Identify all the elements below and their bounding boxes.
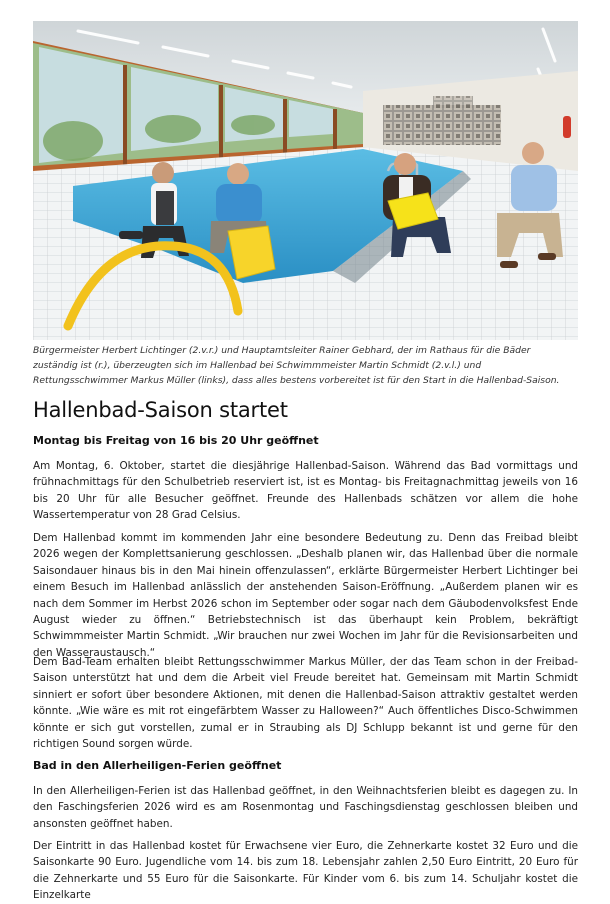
paragraph-1: Am Montag, 6. Oktober, startet die diesjährige Hallenbad-Saison. Während das Bad vormittags und frühnachmittags für den Schulbetrieb reserviert ist, ist es Montag- bis Freitagnachmittag jeweils von 16 bis 20 Uhr für alle Besucher geöffnet. Freunde des Hallenbads schätzen vor allem die hohe Wassertemperatur von 28 Grad Celsius. (33, 460, 578, 522)
article-headline: Hallenbad-Saison startet (33, 398, 288, 422)
pool-scene-image (33, 21, 578, 340)
paragraph-4: In den Allerheiligen-Ferien ist das Hallenbad geöffnet, in den Weihnachtsferien bleibt es dagegen zu. In den Faschingsferien 2026 wird es am Rosenmontag und Faschingsdienstag geschlossen bleiben und ansonsten geöffnet haben. (33, 785, 578, 830)
subheading-holidays: Bad in den Allerheiligen-Ferien geöffnet (33, 759, 282, 772)
article-photo (33, 21, 578, 340)
paragraph-2: Dem Hallenbad kommt im kommenden Jahr eine besondere Bedeutung zu. Denn das Freibad bleibt 2026 wegen der Komplettsanierung geschlossen. „Deshalb planen wir, das Hallenbad über die normale Saisondauer hinaus bis in den Mai hinein offenzulassen“, erklärte Bürgermeister Herbert Lichtinger bei einem Besuch im Hallenbad anlässlich der anstehenden Saison-Eröffnung. „Außerdem planen wir es nach dem Sommer im Herbst 2026 schon im September oder sogar nach dem Gäubodenvolksfest Ende August wieder zu öffnen.“ Betriebstechnisch ist das überhaupt kein Problem, bekräftigt Schwimmmeister Martin Schmidt. „Wir brauchen nur zwei Wochen im Jahr für die Revisionsarbeiten und den Wasseraustausch.“ (33, 532, 578, 659)
paragraph-3: Dem Bad-Team erhalten bleibt Rettungsschwimmer Markus Müller, der das Team schon in der Freibad-Saison unterstützt hat und dem die Arbeit viel Freude bereitet hat. Gemeinsam mit Martin Schmidt sinniert er sofort über besondere Aktionen, mit denen die Hallenbad-Saison attraktiv gestaltet werden könnte. „Wie wäre es mit rot eingefärbtem Wasser zu Halloween?“ Auch öffentliches Disco-Schwimmen könnte er sich gut vorstellen, zumal er in Straubing als DJ Schlupp bekannt ist und gerne für den richtigen Sound sorgen würde. (33, 656, 578, 751)
paragraph-5: Der Eintritt in das Hallenbad kostet für Erwachsene vier Euro, die Zehnerkarte kostet 32 Euro und die Saisonkarte 90 Euro. Jugendliche vom 14. bis zum 18. Lebensjahr zahlen 2,50 Euro Eintritt, 20 Euro für die Zehnerkarte und 55 Euro für die Saisonkarte. Für Kinder vom 6. bis zum 14. Schuljahr kostet die Einzelkarte (33, 840, 578, 902)
photo-caption: Bürgermeister Herbert Lichtinger (2.v.r.) und Hauptamtsleiter Rainer Gebhard, der im Rathaus für die Bäder zuständig ist (r.), überzeugten sich im Hallenbad bei Schwimmmeister Martin Schmidt (2.v.l.) und Rettungsschwimmer Markus Müller (links), dass alles bestens vorbereitet ist für den Start in die Hallenbad-Saison. (33, 345, 560, 386)
subheading-opening-hours: Montag bis Freitag von 16 bis 20 Uhr geöffnet (33, 434, 319, 447)
